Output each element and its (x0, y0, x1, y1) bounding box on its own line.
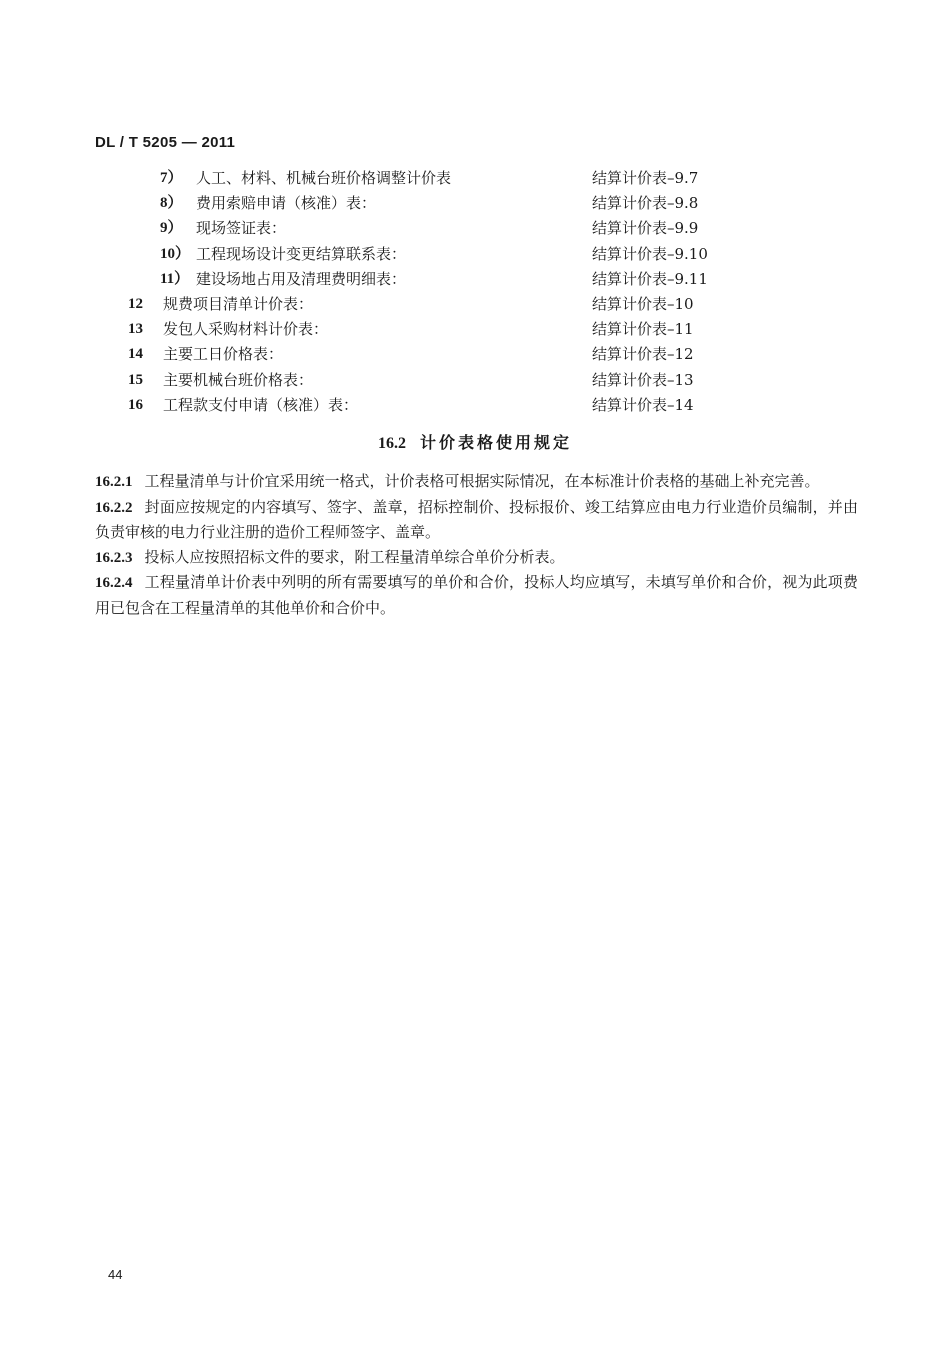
clause (95, 469, 858, 495)
section-number: 16.2 (377, 435, 406, 452)
list-item-number: 14 (128, 346, 143, 363)
list-item-number: 15 (128, 371, 143, 388)
list-item-label: 规费项目清单计价表： (163, 294, 314, 313)
list-item (0, 342, 950, 367)
list-item-ref: 结算计价表–9.8 (592, 194, 699, 213)
page-number: 44 (108, 1267, 123, 1282)
list-item (0, 166, 950, 191)
list-item-ref: 结算计价表–10 (592, 294, 694, 313)
list-item-label: 主要工日价格表： (163, 345, 284, 364)
list-item-number: 8） (160, 195, 183, 212)
clause-number: 16.2.3 (95, 549, 133, 566)
list-item-label: 发包人采购材料计价表： (163, 320, 329, 339)
clause (95, 495, 858, 545)
list-item-ref: 结算计价表–13 (592, 370, 694, 389)
list-item-number: 11） (160, 270, 190, 287)
list-item-ref: 结算计价表–12 (592, 345, 694, 364)
list-item (0, 191, 950, 216)
clause-number: 16.2.2 (95, 499, 133, 516)
clause (95, 570, 858, 620)
clause-number: 16.2.1 (95, 474, 133, 490)
list-item-label: 工程款支付申请（核准）表： (163, 395, 359, 414)
clause-text: 工程量清单计价表中列明的所有需要填写的单价和合价，投标人均应填写，未填写单价和合价，视为此项费用已包含在工程量清单的其他单价和合价中。 (95, 573, 858, 617)
list-item-label: 工程现场设计变更结算联系表： (196, 244, 407, 263)
clause (95, 545, 858, 571)
clause-text: 投标人应按照招标文件的要求，附工程量清单综合单价分析表。 (144, 547, 565, 566)
form-list (0, 166, 950, 418)
section-heading (0, 430, 950, 453)
list-item-number: 9） (160, 220, 183, 237)
list-item-number: 12 (128, 295, 143, 312)
clause-number: 16.2.4 (95, 575, 133, 591)
list-item (0, 242, 950, 267)
list-item-label: 费用索赔申请（核准）表： (196, 194, 377, 213)
list-item-ref: 结算计价表–9.10 (592, 244, 708, 263)
document-code: DL / T 5205 — 2011 (95, 134, 236, 151)
list-item-number: 13 (128, 321, 143, 338)
list-item-number: 7） (160, 170, 183, 186)
list-item-label: 人工、材料、机械台班价格调整计价表 (196, 169, 452, 187)
list-item (0, 368, 950, 393)
list-item (0, 317, 950, 342)
clause-text: 封面应按规定的内容填写、签字、盖章，招标控制价、投标报价、竣工结算应由电力行业造价员编制，并由负责审核的电力行业注册的造价工程师签字、盖章。 (95, 497, 858, 541)
list-item (0, 216, 950, 241)
list-item (0, 267, 950, 292)
list-item (0, 393, 950, 418)
list-item-ref: 结算计价表–14 (592, 395, 694, 414)
list-item-ref: 结算计价表–9.11 (592, 269, 708, 288)
list-item-number: 10） (160, 245, 191, 262)
list-item-label: 主要机械台班价格表： (163, 370, 314, 389)
list-item-label: 建设场地占用及清理费明细表： (196, 269, 407, 288)
clauses (95, 469, 858, 620)
list-item-ref: 结算计价表–9.9 (592, 219, 699, 238)
clause-text: 工程量清单与计价宜采用统一格式，计价表格可根据实际情况，在本标准计价表格的基础上补充完善。 (144, 472, 820, 490)
list-item-label: 现场签证表： (196, 219, 287, 238)
list-item-number: 16 (128, 396, 143, 413)
list-item (0, 292, 950, 317)
list-item-ref: 结算计价表–9.7 (592, 169, 699, 187)
section-title: 计价表格使用规定 (419, 433, 572, 452)
list-item-ref: 结算计价表–11 (592, 320, 694, 339)
